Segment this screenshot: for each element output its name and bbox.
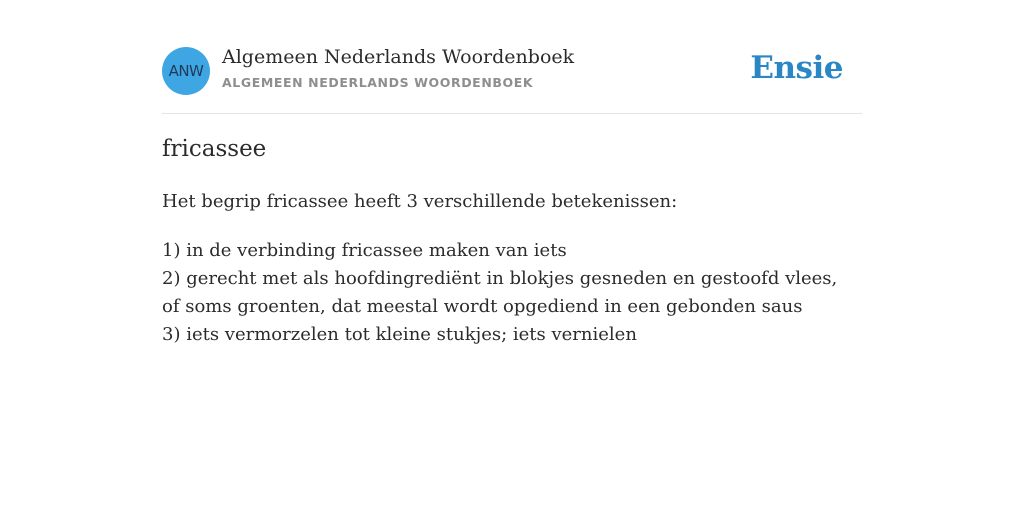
ensie-brand-logo[interactable]: Ensie: [750, 50, 843, 86]
source-title[interactable]: Algemeen Nederlands Woordenboek: [222, 46, 575, 68]
meanings-list: [162, 237, 852, 349]
entry-intro: Het begrip fricassee heeft 3 verschillende betekenissen:: [162, 191, 678, 212]
source-header: [162, 0, 862, 114]
meaning-item: 2) gerecht met als hoofdingrediënt in blokjes gesneden en gestoofd vlees, of soms groenten, dat meestal wordt opgediend in een gebonden saus: [162, 268, 838, 317]
source-subtitle: ALGEMEEN NEDERLANDS WOORDENBOEK: [222, 75, 534, 90]
anw-logo[interactable]: [162, 47, 210, 95]
meaning-item: 3) iets vermorzelen tot kleine stukjes; iets vernielen: [162, 324, 637, 345]
logo-text: ANW: [168, 62, 204, 80]
entry-word: fricassee: [162, 136, 267, 162]
meaning-item: 1) in de verbinding fricassee maken van iets: [162, 240, 567, 261]
page-container: [162, 0, 862, 345]
